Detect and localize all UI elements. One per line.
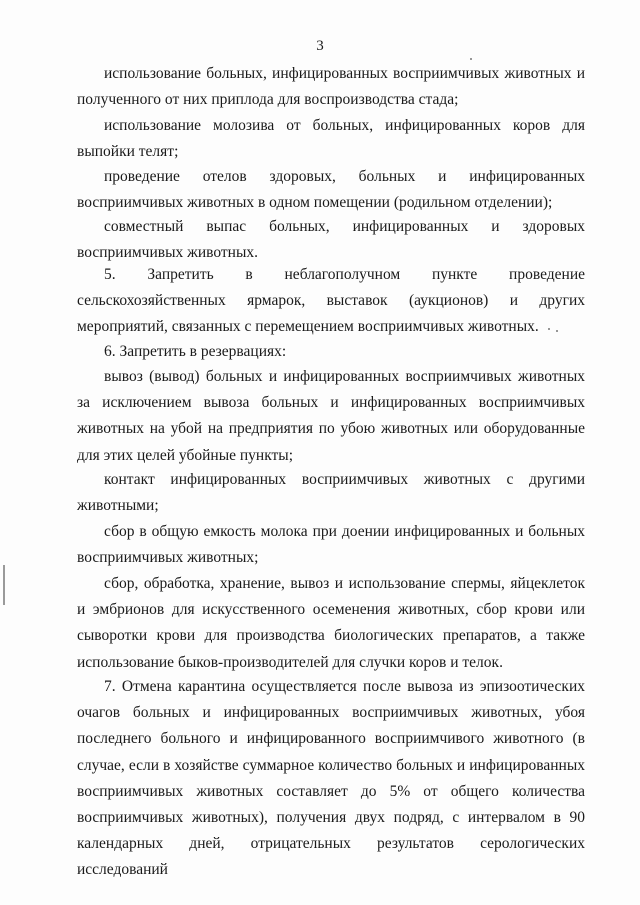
paragraph-9: [77, 519, 585, 571]
scan-speck: [470, 58, 472, 60]
paragraph-10-text: сбор, обработка, хранение, вывоз и использование спермы, яйцеклеток и эмбрионов для искусственного осеменения животных, сбор крови или сыворотки крови для производства биологических препаратов, а также использование быков-производителей для случки коров и телок.: [77, 575, 585, 671]
paragraph-8: [77, 467, 585, 519]
paragraph-7-text: вывоз (вывод) больных и инфицированных восприимчивых животных за исключением вывоза больных и инфицированных восприимчивых животных на убой на предприятия по убою животных или оборудованные для этих целей убойные пункты;: [77, 368, 585, 464]
paragraph-10: [77, 571, 585, 676]
scan-edge-mark: [3, 565, 5, 605]
paragraph-1: [77, 61, 585, 113]
scan-speck: [548, 328, 550, 330]
page-number: 3: [316, 38, 324, 54]
paragraph-4: [77, 214, 585, 266]
paragraph-3-text: проведение отелов здоровых, больных и инфицированных восприимчивых животных в одном помещении (родильном отделении);: [77, 168, 585, 212]
paragraph-5-text: 5. Запретить в неблагополучном пункте проведение сельскохозяйственных ярмарок, выставок (аукционов) и других мероприятий, связанных с перемещением восприимчивых животных.: [77, 266, 585, 336]
paragraph-8-text: контакт инфицированных восприимчивых животных с другими животными;: [77, 471, 585, 515]
paragraph-9-text: сбор в общую емкость молока при доении инфицированных и больных восприимчивых животных;: [77, 523, 585, 567]
paragraph-4-text: совместный выпас больных, инфицированных и здоровых восприимчивых животных.: [77, 218, 585, 262]
paragraph-11-text: 7. Отмена карантина осуществляется после вывоза из эпизоотических очагов больных и инфицированных восприимчивых животных, убоя последнего больного и инфицированного восприимчивого животного (в случае, если в хозяйстве суммарное количество больных и инфицированных восприимчивых животных составляет до 5% от общего количества восприимчивых животных), получения двух подряд, с интервалом в 90 календарных дней, отрицательных результатов серологических исследований: [77, 678, 585, 879]
paragraph-6-text: 6. Запретить в резервациях:: [104, 343, 287, 360]
paragraph-11: [77, 674, 585, 884]
scan-speck: [556, 330, 558, 332]
paragraph-1-text: использование больных, инфицированных восприимчивых животных и полученного от них приплода для воспроизводства стада;: [77, 65, 585, 109]
paragraph-2: [77, 113, 585, 165]
paragraph-5: [77, 262, 585, 341]
paragraph-2-text: использование молозива от больных, инфицированных коров для выпойки телят;: [77, 117, 585, 161]
paragraph-3: [77, 164, 585, 216]
paragraph-7: [77, 364, 585, 469]
paragraph-6: [77, 339, 585, 365]
